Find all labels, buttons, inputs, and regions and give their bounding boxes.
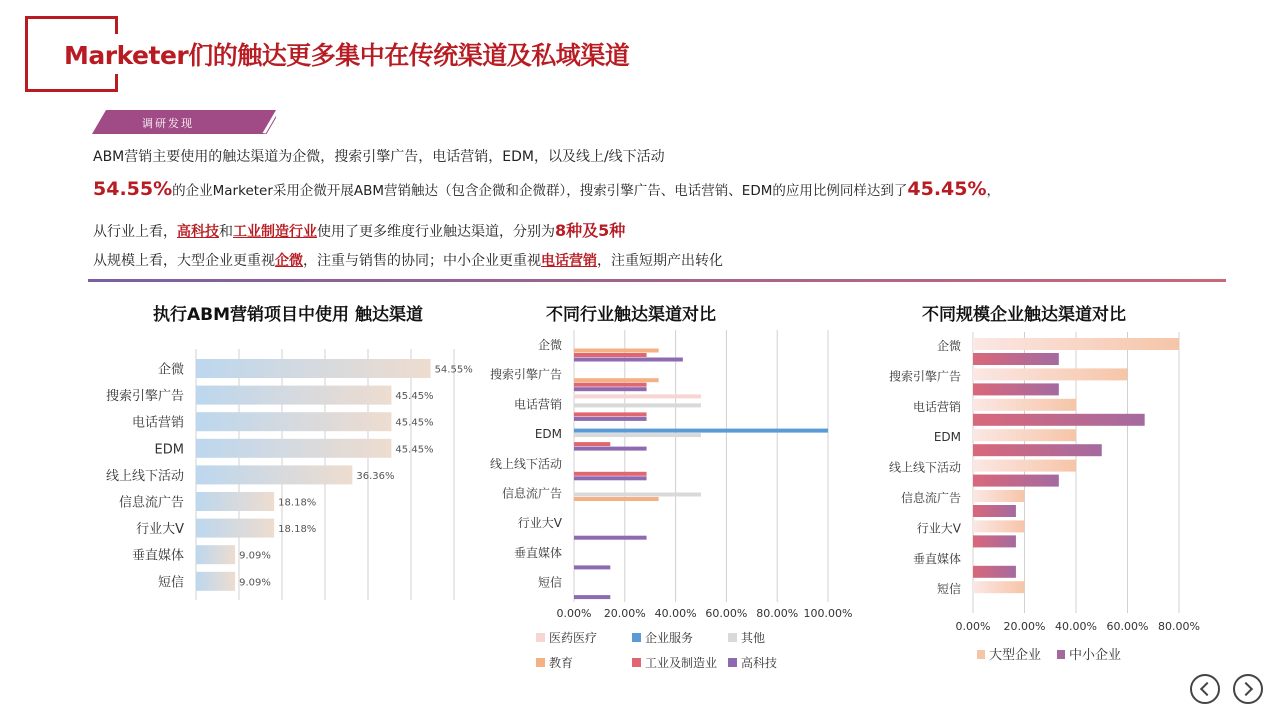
finding-line-3: [93, 218, 625, 241]
chart3-legend-label: 大型企业: [989, 648, 1042, 663]
chart2-category-label: 垂直媒体: [513, 545, 562, 560]
chart1-title: 执行ABM营销项目中使用 触达渠道: [153, 305, 423, 325]
chart2-bar: [574, 383, 647, 387]
chart3-bar: [973, 505, 1016, 517]
chart2-legend-label: 其他: [741, 631, 766, 645]
chart1-category-label: 搜索引擎广告: [105, 389, 184, 405]
pct-45: 45.45%: [907, 178, 987, 200]
chart1-bar: [196, 572, 235, 591]
chart1-value-label: 18.18%: [278, 524, 317, 536]
chevron-right-icon: [1239, 682, 1253, 696]
chart3-category-label: 搜索引擎广告: [888, 369, 961, 384]
chart3-bar: [973, 368, 1128, 380]
finding-line-4-a: 从规模上看，大型企业更重视: [93, 253, 275, 269]
chart1-value-label: 45.45%: [395, 417, 434, 429]
chart3-category-label: 电话营销: [912, 399, 961, 414]
highlight-industrial: 工业制造行业: [233, 224, 317, 240]
chart1-bar: [196, 492, 274, 511]
chart3-category-label: 信息流广告: [900, 491, 961, 505]
finding-line-2-end: ，: [986, 183, 1001, 199]
chart3-legend-label: 中小企业: [1069, 648, 1122, 663]
chart2-bar: [574, 447, 647, 451]
chart1-bar: [196, 386, 391, 405]
finding-line-2: [93, 178, 1000, 200]
chart1-value-label: 45.45%: [395, 391, 434, 403]
finding-line-3-a: 从行业上看，: [93, 224, 177, 240]
chart1-category-label: 短信: [157, 575, 184, 591]
chart1-bar: [196, 465, 352, 484]
chart1-value-label: 45.45%: [395, 444, 434, 456]
chart2-bar: [574, 472, 647, 476]
chart3-bar: [973, 444, 1102, 456]
chart1-category-label: 电话营销: [131, 415, 184, 431]
chart1-value-label: 9.09%: [239, 550, 271, 562]
finding-line-4-c: ，注重短期产出转化: [597, 253, 723, 269]
chart3-bar: [973, 399, 1076, 411]
chart2-bar: [574, 417, 647, 421]
chart3-title: 不同规模企业触达渠道对比: [922, 305, 1126, 325]
chart2-bar: [574, 497, 659, 501]
chart2-category-label: 搜索引擎广告: [489, 367, 562, 382]
chart3-bar: [973, 460, 1076, 472]
chart2-legend-label: 企业服务: [645, 631, 694, 645]
chart1-value-label: 54.55%: [434, 364, 473, 376]
chart2-bar: [574, 595, 610, 599]
next-page-button[interactable]: [1233, 674, 1263, 704]
chart2-bar: [574, 412, 647, 416]
chart-channels: [90, 345, 480, 605]
finding-line-4-b: ，注重与销售的协同；中小企业更重视: [303, 253, 541, 269]
chart2-bar: [574, 358, 683, 362]
chart2-tick-label: 0.00%: [556, 607, 592, 620]
chart3-tick-label: 40.00%: [1055, 620, 1097, 633]
chart2-tick-label: 40.00%: [654, 607, 697, 620]
chart-industry: [470, 330, 870, 685]
pct-54: 54.55%: [93, 178, 173, 200]
chart2-legend-swatch: [536, 658, 545, 667]
page-title: Marketer们的触达更多集中在传统渠道及私域渠道: [64, 41, 630, 70]
chart3-tick-label: 80.00%: [1158, 620, 1200, 633]
chart3-bar: [973, 475, 1059, 487]
finding-line-4: [93, 250, 723, 270]
chart2-tick-label: 20.00%: [603, 607, 646, 620]
chart3-bar: [973, 383, 1059, 395]
chart2-legend-label: 高科技: [741, 656, 778, 670]
chart2-category-label: 短信: [537, 575, 562, 590]
chart3-category-label: 短信: [936, 582, 961, 597]
chart-scale: [870, 330, 1230, 670]
badge-label: 调研发现: [142, 117, 194, 130]
chart1-bar: [196, 545, 235, 564]
chart2-bar: [574, 429, 828, 433]
chart2-bar: [574, 394, 701, 398]
chart3-bar: [973, 566, 1016, 578]
chart2-legend-swatch: [728, 658, 737, 667]
chart3-legend-swatch: [977, 650, 985, 659]
chart3-category-label: 行业大V: [916, 521, 961, 536]
chart3-tick-label: 0.00%: [955, 620, 991, 633]
chart3-category-label: 线上线下活动: [888, 460, 961, 475]
chart2-legend-label: 工业及制造业: [645, 656, 718, 670]
findings-badge: [92, 110, 276, 134]
chart2-tick-label: 80.00%: [756, 607, 799, 620]
chart1-bar: [196, 519, 274, 538]
chart2-bar: [574, 349, 659, 353]
prev-page-button[interactable]: [1190, 674, 1220, 704]
chart2-category-label: 行业大V: [517, 516, 562, 531]
chart2-legend-label: 教育: [549, 656, 574, 670]
finding-line-3-c: 使用了更多维度行业触达渠道，分别为: [317, 224, 555, 240]
chart1-value-label: 9.09%: [239, 577, 271, 589]
chart2-bar: [574, 387, 647, 391]
chart3-legend-swatch: [1057, 650, 1065, 659]
chart3-category-label: EDM: [933, 430, 961, 445]
chart3-bar: [973, 353, 1059, 365]
chart1-bar: [196, 359, 431, 378]
highlight-hightech: 高科技: [177, 224, 219, 240]
finding-line-3-b: 和: [219, 224, 233, 240]
highlight-counts: 8种及5种: [555, 221, 626, 240]
chart1-category-label: 行业大V: [136, 522, 184, 538]
chart3-tick-label: 60.00%: [1106, 620, 1149, 633]
chevron-left-icon: [1200, 682, 1214, 696]
chart1-category-label: EDM: [154, 442, 184, 458]
chart3-bar: [973, 338, 1179, 350]
chart2-bar: [574, 353, 647, 357]
chart2-bar: [574, 565, 610, 569]
chart3-bar: [973, 581, 1025, 593]
chart2-category-label: 企微: [537, 338, 562, 352]
chart3-bar: [973, 414, 1145, 426]
chart1-bar: [196, 439, 391, 458]
chart1-category-label: 线上线下活动: [105, 468, 184, 484]
chart3-category-label: 企微: [936, 339, 961, 353]
chart2-category-label: 电话营销: [513, 397, 562, 412]
finding-line-2-mid: 的企业Marketer采用企微开展ABM营销触达（包含企微和企微群），搜索引擎广告、电话营销、EDM的应用比例同样达到了: [172, 183, 908, 199]
chart2-legend-swatch: [536, 633, 545, 642]
chart3-bar: [973, 535, 1016, 547]
chart2-bar: [574, 493, 701, 497]
chart1-category-label: 垂直媒体: [131, 548, 184, 564]
chart2-bar: [574, 442, 610, 446]
chart2-bar: [574, 536, 647, 540]
chart2-tick-label: 60.00%: [705, 607, 748, 620]
chart2-tick-label: 100.00%: [803, 607, 853, 620]
chart2-legend-label: 医药医疗: [549, 631, 598, 645]
chart3-bar: [973, 520, 1025, 532]
chart3-category-label: 垂直媒体: [912, 551, 961, 566]
chart2-bar: [574, 433, 701, 437]
chart2-legend-swatch: [632, 633, 641, 642]
section-divider: [88, 279, 1226, 282]
highlight-telemarketing: 电话营销: [541, 253, 597, 269]
chart3-bar: [973, 490, 1025, 502]
chart3-tick-label: 20.00%: [1003, 620, 1046, 633]
chart2-category-label: 信息流广告: [501, 486, 562, 501]
chart1-value-label: 18.18%: [278, 497, 317, 509]
chart2-legend-swatch: [632, 658, 641, 667]
chart1-value-label: 36.36%: [356, 470, 395, 482]
chart2-bar: [574, 476, 647, 480]
highlight-wecom: 企微: [275, 253, 303, 269]
chart2-bar: [574, 378, 659, 382]
chart2-legend-swatch: [728, 633, 737, 642]
chart1-bar: [196, 412, 391, 431]
chart1-category-label: 企微: [157, 362, 184, 378]
chart3-bar: [973, 429, 1076, 441]
chart2-bar: [574, 403, 701, 407]
chart2-title: 不同行业触达渠道对比: [546, 305, 716, 325]
finding-line-1: ABM营销主要使用的触达渠道为企微，搜索引擎广告，电话营销，EDM，以及线上/线下活动: [93, 149, 665, 165]
chart2-category-label: EDM: [534, 427, 562, 442]
chart2-category-label: 线上线下活动: [489, 456, 562, 471]
chart1-category-label: 信息流广告: [118, 495, 184, 511]
